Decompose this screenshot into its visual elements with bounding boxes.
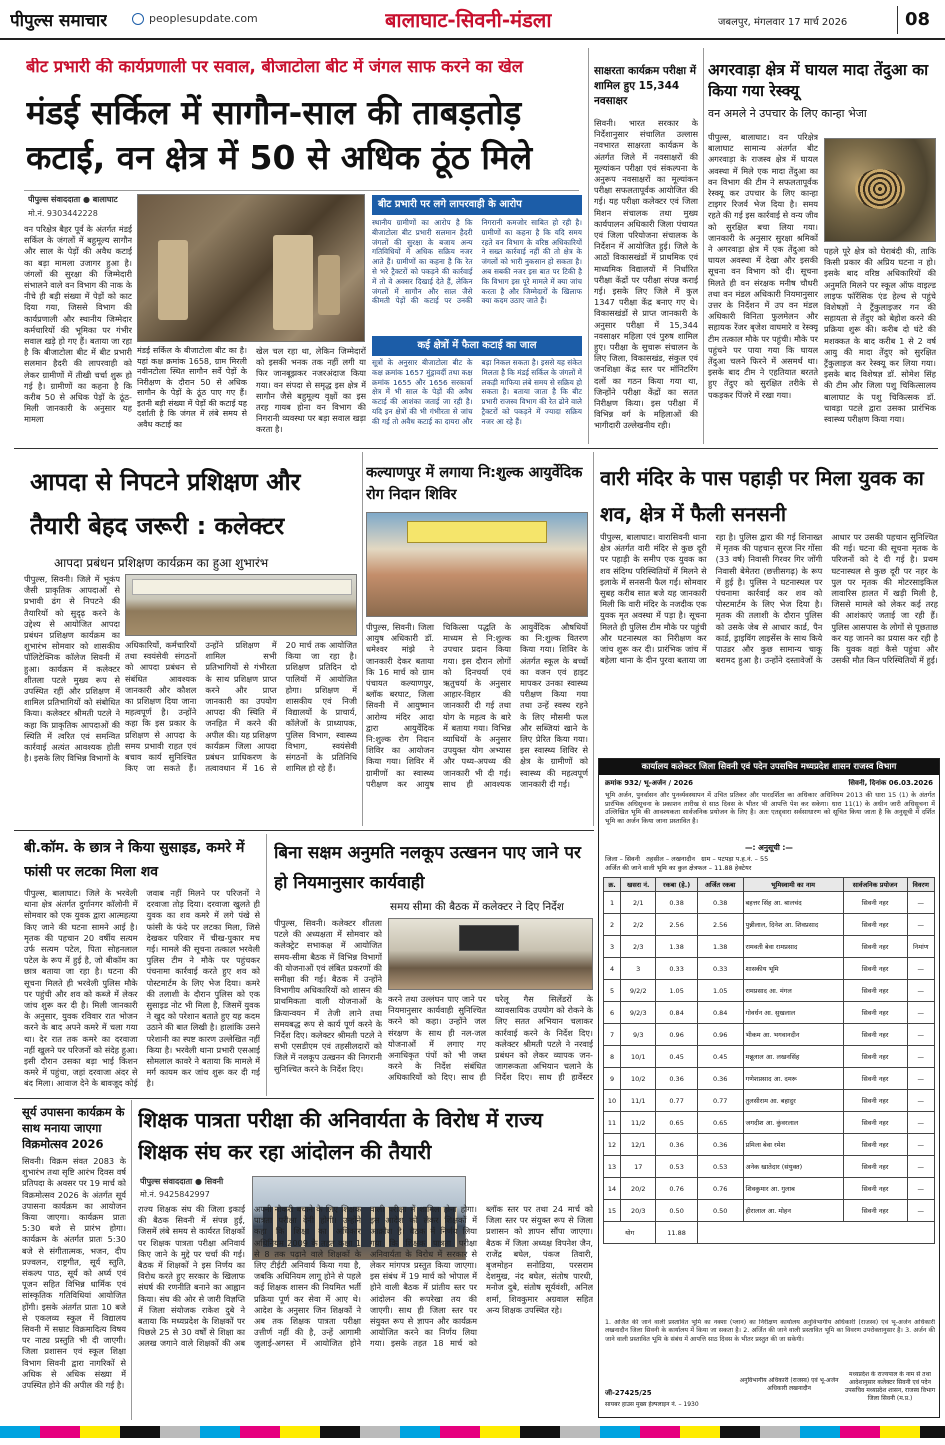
table-cell: सिवनी नहर (843, 1178, 907, 1200)
page-number: 08 (897, 6, 937, 34)
table-cell: 0.65 (656, 1112, 697, 1134)
table-cell: सिवनी नहर (843, 1112, 907, 1134)
ayurveda-body: पीपुल्स, सिवनी। जिला आयुष अधिकारी डॉ. धमेश्वर मांझे ने जानकारी देकर बताया कि 16 मार्च को ग्राम पंचायत कल्याणपुर, ब्लॉक बरघाट, जिला सिवनी में आयुष्मान आरोग्य मंदिर आदा द्वारा आयुर्वेदिक नि:शुल्क रोग निदान शिविर का आयोजन किया गया। शिविर में ग्रामीणों का स्वास्थ्य परीक्षण कर आयुष चिकित्सा पद्धति के माध्यम से नि:शुल्क उपचार प्रदान किया गया। इस दौरान लोगों को दिनचर्या एवं ऋतुचर्या के अनुसार आहार-विहार की जानकारी दी गई तथा योग के महत्व के बारे में बताया गया। विभिन्न व्याधियों के अनुसार उपयुक्त योग अभ्यास और पथ्य-अपथ्य की जानकारी भी दी गई। साथ ही आवश्यक आयुर्वेदिक औषधियों का नि:शुल्क वितरण किया गया। शिविर के अंतर्गत स्कूल के बच्चों का वजन एवं हाइट मापकर उनका स्वास्थ्य परीक्षण किया गया तथा उन्हें स्वस्थ रहने के लिए मौसमी फल और सब्जियां खाने के लिए प्रेरित किया गया। इस स्वास्थ्य शिविर से क्षेत्र के ग्रामीणों को स्वास्थ्य की महत्वपूर्ण जानकारी दी गई। (366, 622, 588, 789)
table-row (604, 1002, 935, 1024)
leopard-caption: पहले पूरे क्षेत्र को घेराबंदी की, ताकि किसी प्रकार की अप्रिय घटना न हो। इसके बाद वरिष्ठ अधिकारियों की अनुमति मिलने पर स्कूल ऑफ वाइल्ड लाइफ फॉरेंसिक एंड हेल्थ से पहुंचे विशेषज्ञों ने ट्रैंकुलाइजर गन की सहायता से तेंदुए को बेहोश करने की प्रक्रिया शुरू की। करीब दो घंटे की मशक्कत के बाद करीब 1 से 2 वर्ष आयु की मादा तेंदुए को सुरक्षित ट्रैंकुलाइज कर रेस्क्यू कर लिया गया। इसके बाद विशेषज्ञ डॉ. सोमेश सिंह की टीम और जिला पशु चिकित्सालय बालाघाट के पशु चिकित्सक डॉ. चावड़ा पटले द्वारा उसका प्रारंभिक स्वास्थ्य परीक्षण किया गया। (824, 246, 936, 425)
table-cell: 10/1 (621, 1046, 656, 1068)
table-cell: सिवनी नहर (843, 1156, 907, 1178)
borewell-body-left: पीपुल्स, सिवनी। कलेक्टर शीतला पटले की अध्यक्षता में सोमवार को कलेक्ट्रेट सभाकक्ष में आयोजित समय-सीमा बैठक में विभिन्न विभागों की योजनाओं एवं लंबित प्रकरणों की समीक्षा की गई। बैठक में उन्होंने विभागीय अधिकारियों को शासन की प्राथमिकता वाली योजनाओं के क्रियान्वयन में तेजी लाने तथा समयबद्ध रूप से कार्य पूर्ण करने के निर्देश दिए। कलेक्टर श्रीमती पटले ने सभी एसडीएम एवं तहसीलदारों को जिले में नलकूप उत्खनन की निगरानी सुनिश्चित करने के निर्देश दिए। (274, 918, 382, 1074)
table-row (604, 1024, 935, 1046)
table-cell: 13 (604, 1156, 621, 1178)
table-cell: 2/3 (621, 936, 656, 958)
table-cell: 0.45 (697, 1046, 743, 1068)
table-cell: — (907, 1090, 934, 1112)
notice-ad-code: जी-27425/25 (605, 1389, 652, 1397)
notice-schedule-title: —: अनुसूची :— (745, 843, 793, 852)
table-cell: 9 (604, 1068, 621, 1090)
table-cell: 7 (604, 1024, 621, 1046)
disaster-body-left: पीपुल्स, सिवनी। जिले में भूकंप जैसी प्राकृतिक आपदाओं से प्रभावी ढंग से निपटने की तैयारियों को सुदृढ़ करने के उद्देश्य से आयोजित आपदा प्रबंधन प्रशिक्षण कार्यक्रम का शुभारंभ सोमवार को शासकीय पॉलिटेक्निक कॉलेज सिवनी में हुआ। कार्यक्रम में कलेक्टर शीतला पटले मुख्य रूप से उपस्थित रहीं और प्रशिक्षण में शामिल प्रतिभागियों को संबोधित किया। कलेक्टर श्रीमती पटले ने कहा कि प्राकृतिक आपदाओं की स्थिति में त्वरित एवं समन्वित कार्रवाई अत्यंत आवश्यक होती है। इसके लिए विभिन्न विभागों के (24, 574, 120, 764)
table-cell: — (907, 1024, 934, 1046)
table-cell: सिवनी नहर (843, 936, 907, 958)
total-label: योग (604, 1222, 656, 1244)
teacher-byline: पीपुल्स संवाददाता ● सिवनी (140, 1177, 224, 1186)
table-row (604, 1068, 935, 1090)
col-header: विवरण (907, 878, 934, 892)
table-cell: बहत्तर सिंह आ. बालचंद (743, 892, 843, 914)
notice (598, 758, 940, 1418)
table-row (604, 914, 935, 936)
body-found-headline: वारी मंदिर के पास पहाड़ी पर मिला युवक का शव, क्षेत्र में फैली सनसनी (600, 466, 924, 526)
borewell-headline: बिना सक्षम अनुमति नलकूप उत्खनन पाए जाने पर हो नियमानुसार कार्यवाही (274, 843, 581, 893)
table-cell: सिवनी नहर (843, 1024, 907, 1046)
table-cell: पुन्नीलाल, दिनेश आ. शिवप्रसाद (743, 914, 843, 936)
table-row (604, 1178, 935, 1200)
table-cell: — (907, 1156, 934, 1178)
table-cell: 0.36 (697, 1134, 743, 1156)
table-row (604, 1200, 935, 1222)
table-cell: — (907, 1134, 934, 1156)
lead-body-1: वन परिक्षेत्र बैहर पूर्व के अंतर्गत मंडई सर्किल के जंगलों में बहुमूल्य सागौन और साल के पेड़ों की अवैध कटाई का बड़ा मामला उजागर हुआ है। जंगलों की सुरक्षा की जिम्मेदारी संभालने वाले वन विभाग की नाक के नीचे ही बड़ी संख्या में पेड़ों को काट दिया गया, जिससे विभाग की कार्यप्रणाली और स्थानीय जिम्मेदार कर्मचारियों की भूमिका पर गंभीर सवाल खड़े हो गए हैं। बताया जा रहा है कि बीजाटोला बीट में बीट प्रभारी सलमान हैदरी की लापरवाही को लेकर ग्रामीणों में तीखी चर्चा शुरू हो गई है। ग्रामीणों का कहना है कि करीब 50 से अधिक पेड़ों के ठूंठ- मिली जानकारी के अनुसार यह मामला (24, 224, 132, 425)
table-cell: 9/2/3 (621, 1002, 656, 1024)
table-cell: 6 (604, 1002, 621, 1024)
stump-1 (158, 240, 188, 320)
borewell-subhead: समय सीमा की बैठक में कलेक्टर ने दिए निर्देश (390, 901, 564, 913)
box1-title: बीट प्रभारी पर लगे लापरवाही के आरोप (372, 195, 582, 215)
table-cell: — (907, 1178, 934, 1200)
logo[interactable]: पीपुल्स समाचार (10, 11, 108, 31)
col-header: क्र. (604, 878, 621, 892)
masthead (0, 0, 945, 40)
table-cell: गोवर्धन आ. सुखलाल (743, 1002, 843, 1024)
bcom-headline: बी.कॉम. के छात्र ने किया सुसाइड, कमरे में फांसी पर लटका मिला शव (24, 840, 245, 880)
table-cell: — (907, 914, 934, 936)
leopard-spot-pattern (855, 169, 905, 209)
table-cell: 0.53 (656, 1156, 697, 1178)
table-cell: 2 (604, 914, 621, 936)
notice-meta-district: जिला – सिवनी (605, 855, 640, 863)
notice-ref: क्रमांक 932/ भू-अर्जन / 2026 (605, 779, 693, 787)
lead-photo (137, 194, 365, 342)
table-cell: — (907, 980, 934, 1002)
table-cell: 11/2 (621, 1112, 656, 1134)
col-header: सार्वजनिक प्रयोजन (843, 878, 907, 892)
notice-signature-right: मध्यप्रदेश के राज्यपाल के नाम से तथा आदेशानुसार कलेक्टर सिवनी एवं पदेन उपसचिव मध्यप्रदेश शासन, राजस्व विभाग जिला सिवनी (म.प्र.) (844, 1371, 936, 1402)
table-cell: 3 (621, 958, 656, 980)
disaster-photo (125, 574, 357, 636)
lead-byline: पीपुल्स संवाददाता ● बालाघाट (28, 195, 118, 204)
notice-phone: सायबर हाउस मुख्य हेल्पलाइन नं. – 1930 (605, 1401, 699, 1408)
col-header: भूमिस्वामी का नाम (743, 878, 843, 892)
table-cell: 2/1 (621, 892, 656, 914)
notice-meta-area: अर्जित की जाने वाली भूमि का कुल क्षेत्रफल – 11.88 हेक्टेयर (605, 864, 752, 872)
notice-footer: 1. अर्जित की जाने वाली प्रस्तावित भूमि का नक्शा (प्लान) का निरीक्षण कार्यालय अनुविभागीय अधिकारी (राजस्व) एवं भू-अर्जन अधिकारी लखनादौन जिला सिवनी के कार्यालय में किया जा सकता है। 2. अर्जित की जाने वाली प्रस्तावित भूमि का विवरण उपरोक्तानुसार है। 3. अर्जन की जाने वाली प्रस्तावित भूमि के संबंध में आपत्ति साठ दिवस के भीतर प्रस्तुत की जा सकेगी। (605, 1319, 935, 1343)
table-row (604, 1134, 935, 1156)
borewell-photo (388, 918, 593, 990)
table-row (604, 980, 935, 1002)
stump-3 (318, 255, 340, 315)
table-cell: 17 (621, 1156, 656, 1178)
table-cell: भीकम आ. भगवानदीन (743, 1024, 843, 1046)
surya-body: सिवनी। विक्रम संवत 2083 के शुभारंभ तथा सृष्टि आरंभ दिवस वर्ष प्रतिपदा के अवसर पर 19 मार्च को विक्रमोत्सव 2026 के अंतर्गत सूर्य उपासना कार्यक्रम का आयोजन किया जाएगा। कार्यक्रम प्रातः 5:30 बजे से प्रारंभ होगा। कार्यक्रम के अंतर्गत प्रातः 5:30 बजे से संगीतात्मक, भजन, दीप प्रज्वलन, राष्ट्रगीत, सूर्य स्तुति, संकल्प पाठ, सूर्य को अर्घ्य एवं पूजन सहित विभिन्न धार्मिक एवं सांस्कृतिक गतिविधियां आयोजित होंगी। इसके अंतर्गत प्रातः 10 बजे से एकलव्य स्कूल में विद्यालय सिवनी में सम्राट विक्रमादित्य विषय पर नाट्य प्रस्तुति भी दी जाएगी। जिला प्रशासन एवं स्कूल शिक्षा विभाग सिवनी द्वारा नागरिकों से अधिक से अधिक संख्या में उपस्थित होने की अपील की गई है। (22, 1156, 126, 1391)
table-cell: 0.33 (656, 958, 697, 980)
table-cell: 1.38 (697, 936, 743, 958)
table-cell: 2.56 (656, 914, 697, 936)
leopard-photo (824, 138, 936, 242)
literacy-headline: साक्षरता कार्यक्रम परीक्षा में शामिल हुए 15,344 नवसाक्षर (594, 65, 697, 107)
table-cell: 0.50 (656, 1200, 697, 1222)
table-cell: शिवकुमार आ. गुलाब (743, 1178, 843, 1200)
table-cell: 12/1 (621, 1134, 656, 1156)
table-cell: 0.84 (656, 1002, 697, 1024)
notice-table-wrap (603, 877, 935, 1287)
table-cell: 14 (604, 1178, 621, 1200)
box1-body: स्थानीय ग्रामीणों का आरोप है कि बीजाटोला बीट प्रभारी सलमान हैदरी जंगलों की सुरक्षा के बजाय अन्य गतिविधियों में अधिक सक्रिय नजर आते हैं। ग्रामीणों का कहना है कि रेत से भरे ट्रैक्टरों को पकड़ने की कार्रवाई में तो वे अक्सर दिखाई देते हैं, लेकिन जंगलों में सागौन और साल जैसे कीमती पेड़ों की कटाई पर उनकी निगरानी कमजोर साबित हो रही है। ग्रामीणों का कहना है कि यदि समय रहते वन विभाग के वरिष्ठ अधिकारियों ने सख्त कार्रवाई नहीं की तो क्षेत्र के जंगलों को भारी नुकसान हो सकता है। अब सबकी नजर इस बात पर टिकी है कि विभाग इस पूरे मामले में क्या जांच करता है और जिम्मेदारों के खिलाफ क्या कदम उठाए जाते हैं। (372, 218, 582, 306)
table-cell: शासकीय भूमि (743, 958, 843, 980)
bcom-body: पीपुल्स, बालाघाट। जिले के भरवेली थाना क्षेत्र अंतर्गत दुर्गानगर कॉलोनी में सोमवार को एक युवक द्वारा आत्महत्या किए जाने की घटना सामने आई है। मृतक की पहचान 20 वर्षीय सत्यम उर्फ सत्यम पटेल, पिता सोहनलाल पटेल के रूप में हुई है, जो बीकॉम का छात्र बताया जा रहा है। घटना की सूचना मिलते ही भरवेली पुलिस मौके पर पहुंची और शव को कब्जे में लेकर जांच शुरू कर दी है। मिली जानकारी के अनुसार, युवक रविवार रात भोजन करने के बाद अपने कमरे में चला गया था। देर रात तक कमरे का दरवाजा नहीं खुलने पर परिजनों को संदेह हुआ। इसी दौरान उसका बड़ा भाई किशन कमरे में पहुंचा, जहां दरवाजा अंदर से बंद मिला। आवाज देने के बावजूद कोई जवाब नहीं मिलने पर परिजनों ने दरवाजा तोड़ दिया। दरवाजा खुलते ही युवक का शव कमरे में लगे पंखे से फांसी के फंदे पर लटका मिला, जिसे देखकर परिवार में चीख-पुकार मच गई। मामले की सूचना तत्काल भरवेली पुलिस टीम ने मौके पर पहुंचकर पंचनामा कार्रवाई करते हुए शव को पोस्टमार्टम के लिए भेज दिया। कमरे की तलाशी के दौरान पुलिस को एक सुसाइड नोट भी मिला है, जिसमें युवक ने खुद को परेशान बताते हुए यह कदम उठाने की बात लिखी है। हालांकि उसने परेशानी का स्पष्ट कारण उल्लेखित नहीं किया है। भरवेली थाना प्रभारी एसआई सोमलाल कावरे ने बताया कि मामले में मर्ग कायम कर जांच शुरू कर दी गई है। (24, 888, 260, 1089)
table-cell: प्रमिला बेवा रमेश (743, 1134, 843, 1156)
teacher-headline: शिक्षक पात्रता परीक्षा की अनिवार्यता के विरोध में राज्य शिक्षक संघ कर रहा आंदोलन की तैयारी (138, 1108, 543, 1164)
table-cell: 20/3 (621, 1200, 656, 1222)
total-value: 11.88 (656, 1222, 697, 1244)
notice-date: सिवनी, दिनांक 06.03.2026 (848, 779, 933, 787)
ayurveda-headline: कल्याणपुर में लगाया नि:शुल्क आयुर्वेदिक रोग निदान शिविर (366, 465, 583, 503)
lead-headline: मंडई सर्किल में सागौन-साल की ताबड़तोड़ कटाई, वन क्षेत्र में 50 से अधिक ठूंठ मिले (26, 93, 533, 177)
camp-banner (407, 521, 547, 543)
table-cell: 0.76 (656, 1178, 697, 1200)
notice-meta-tehsil: तहसील – लखनादौन (646, 855, 695, 863)
table-cell: जगदीश आ. कुंवरलाल (743, 1112, 843, 1134)
table-cell: सिवनी नहर (843, 1134, 907, 1156)
table-cell: — (907, 1112, 934, 1134)
table-cell: 0.96 (697, 1024, 743, 1046)
table-row (604, 1156, 935, 1178)
notice-meta-village: ग्राम – पटपड़ा प.ह.नं. – 55 (701, 855, 769, 863)
table-cell: 0.84 (697, 1002, 743, 1024)
box2-body: सूत्रों के अनुसार बीजाटोला बीट के कक्ष क्रमांक 1657 मुंड्रावर्दी तथा कक्ष क्रमांक 1655 और 1656 सरकार्वा क्षेत्र में भी साल के पेड़ों की अवैध कटाई की आशंका जताई जा रही है। यदि इन क्षेत्रों की भी गंभीरता से जांच की गई तो अवैध कटाई का दायरा और बड़ा निकल सकता है। इससे यह संकेत मिलता है कि मंडई सर्किल के जंगलों में लकड़ी माफिया लंबे समय से सक्रिय हो सकता है। बताया जाता है कि बीट प्रभारी राजस्व विभाग की रेत ढोने वाले ट्रैक्टरों को पकड़ने में ज्यादा सक्रिय नजर आ रहे हैं। (372, 358, 582, 426)
table-cell: गणेशप्रसाद आ. दमरू (743, 1068, 843, 1090)
table-cell: — (907, 1068, 934, 1090)
table-cell: 0.36 (656, 1068, 697, 1090)
table-cell: हीरालाल आ. मोहन (743, 1200, 843, 1222)
body-found-body: पीपुल्स, बालाघाट। वारासिवनी थाना क्षेत्र अंतर्गत वारी मंदिर से कुछ दूरी पर पहाड़ी के समीप एक युवक का शव संदिग्ध परिस्थितियों में मिलने से इलाके में सनसनी फैल गई। सोमवार सुबह करीब सात बजे यह जानकारी मिली कि वारी मंदिर के नजदीक एक युवक मृत अवस्था में पड़ा है। सूचना मिलते ही पुलिस टीम मौके पर पहुंची और घटनास्थल का निरीक्षण कर जांच शुरू कर दी। प्रारंभिक जांच में बहेला थाना के दीन पुरवा बताया जा रहा है। पुलिस द्वारा की गई शिनाख्त में मृतक की पहचान सुरज निर गोंसा (33 वर्ष) निवासी गिरवर गिर जोंगी निवासी बेमेतरा (छत्तीसगढ़) के रूप में हुई है। पुलिस ने घटनास्थल पर पंचनामा कार्रवाई कर शव को पोस्टमार्टम के लिए भेज दिया है। मृतक की तलाशी के दौरान पुलिस को उसके जेब से आधार कार्ड, पैन कार्ड, ड्राइविंग लाइसेंस के साथ किये पाउडर और कुछ सामान्य चाकू बरामद हुआ है। उन्होंने दस्तावेजों के आधार पर उसकी पहचान सुनिश्चित की गई। घटना की सूचना मृतक के परिजनों को दे दी गई है। प्रथम घटनास्थल से कुछ दूरी पर नहर के पुल पर मृतक की मोटरसाइकिल लावारिस हालत में खड़ी मिली है, जिससे मामले को लेकर कई तरह की आशंकाएं जताई जा रही हैं। पुलिस आसपास के लोगों से पूछताछ कर यह जानने का प्रयास कर रही है कि युवक वहां कैसे पहुंचा और उसकी मौत किन परिस्थितियों में हुई। (600, 532, 938, 666)
website-link[interactable]: peoplesupdate.com (149, 12, 258, 25)
table-cell: सिवनी नहर (843, 1068, 907, 1090)
teacher-mobile: मो.नं. 9425842997 (140, 1190, 210, 1199)
lead-kicker: बीट प्रभारी की कार्यप्रणाली पर सवाल, बीजाटोला बीट में जंगल साफ करने का खेल (26, 58, 523, 76)
table-cell: 11/1 (621, 1090, 656, 1112)
leopard-subhead: वन अमले ने उपचार के लिए कान्हा भेजा (708, 107, 867, 120)
table-cell: 0.45 (656, 1046, 697, 1068)
section-title: बालाघाट-सिवनी-मंडला (385, 8, 552, 32)
table-cell: 15 (604, 1200, 621, 1222)
table-cell: सिवनी नहर (843, 1200, 907, 1222)
table-cell: 0.65 (697, 1112, 743, 1134)
table-cell: — (907, 958, 934, 980)
table-cell: 0.36 (656, 1134, 697, 1156)
notice-signature-left: अनुविभागीय अधिकारी (राजस्व) एवं भू-अर्जन अधिकारी लखनादौन (739, 1377, 839, 1392)
teacher-body: राज्य शिक्षक संघ की जिला इकाई की बैठक सिवनी में संपन्न हुई, जिसमें लंबे समय से कार्यरत शिक्षकों पर शिक्षक पात्रता परीक्षा अनिवार्य किए जाने के मुद्दे पर चर्चा की गई। बैठक में शिक्षकों ने इस निर्णय का विरोध करते हुए सरकार के खिलाफ संघर्ष की रणनीति बनाने का आह्वान किया। संघ की ओर से जारी विज्ञप्ति में जिला संयोजक राकेश दुबे ने बताया कि मध्यप्रदेश के शिक्षकों पर पिछले 25 से 30 वर्षों से शिक्षा का अलख जगाने वाले शिक्षकों की अब अपनी नौकरी बचाने के लिए शिक्षक पात्रता परीक्षा देनी होगी। उन्होंने कहा कि शिक्षा का अधिकार अधिनियम 2009 के तहत कक्षा 1 से 8 तक पढ़ाने वाले शिक्षकों के लिए टीईटी अनिवार्य किया गया है, जबकि अधिनियम लागू होने से पहले कई शिक्षक शासन की नियमित भर्ती प्रक्रिया पूर्ण कर सेवा में आए थे। आदेश के अनुसार जिन शिक्षकों ने अब तक शिक्षक पात्रता परीक्षा उत्तीर्ण नहीं की है, उन्हें आगामी जुलाई-अगस्त में आयोजित होने वाली परीक्षा में शामिल होना होगा। इस आदेश को लेकर शिक्षकों में आक्रोश है। बैठक में निर्णय लिया गया कि शिक्षक पात्रता परीक्षा अनिवार्यता के विरोध में सरकार से लेकर मांगपत्र प्रस्तुत किया जाएगा। इस संबंध में 19 मार्च को भोपाल में होने वाली बैठक में प्रांतीय स्तर पर आंदोलन की रूपरेखा तय की जाएगी। साथ ही जिला स्तर पर संयुक्त रूप से ज्ञापन और कार्यक्रम आयोजित करने का निर्णय लिया गया। इसके तहत 18 मार्च को ब्लॉक स्तर पर तथा 24 मार्च को जिला स्तर पर संयुक्त रूप से जिला प्रशासन को ज्ञापन सौंपा जाएगा। बैठक में जिला अध्यक्ष विपनेश जैन, राजेंद्र बघेल, पंकज तिवारी, बृजमोहन सनोडिया, परसराम देशमुख, नंद बघेल, संतोष पारधी, मनोज दुबे, संतोष सूर्यवंशी, अनिल शर्मा, शिवकुमार अग्रवाल सहित अन्य शिक्षक उपस्थित रहे। (138, 1204, 593, 1349)
table-cell: 0.96 (656, 1024, 697, 1046)
table-cell: 12 (604, 1134, 621, 1156)
surya-headline: सूर्य उपासना कार्यक्रम के साथ मनाया जाएगा विक्रमोत्सव 2026 (22, 1105, 125, 1151)
disaster-headline: आपदा से निपटने प्रशिक्षण और तैयारी बेहद जरूरी : कलेक्टर (30, 468, 301, 540)
borewell-body-right: करने तथा उल्लंघन पाए जाने पर नियमानुसार कार्यवाही सुनिश्चित करने को कहा। उन्होंने जल संरक्षण के साथ ही नल-जल योजनाओं में लगाए गए अनाधिकृत पंपों को भी जब्त करने के निर्देश संबंधित अधिकारियों को दिए। साथ ही घरेलू गैस सिलेंडरों के व्यावसायिक उपयोग को रोकने के लिए सतत अभियान चलाकर कार्रवाई करने के निर्देश दिए। कलेक्टर श्रीमती पटले ने नरवाई प्रबंधन को लेकर व्यापक जन-जागरूकता अभियान चलाने के निर्देश दिए। साथ ही हार्वेस्टर (388, 994, 593, 1083)
table-cell: 8 (604, 1046, 621, 1068)
table-cell: 4 (604, 958, 621, 980)
table-cell: मन्नूलाल आ. लखनसिंह (743, 1046, 843, 1068)
table-cell: 9/3 (621, 1024, 656, 1046)
stump-2 (273, 235, 313, 330)
table-cell: 3 (604, 936, 621, 958)
table-cell: सिवनी नहर (843, 914, 907, 936)
table-cell: सिवनी नहर (843, 892, 907, 914)
table-cell: अनेक खातेदार (संयुक्त) (743, 1156, 843, 1178)
notice-meta (605, 855, 935, 873)
col-header: रकबा (हे.) (656, 878, 697, 892)
ayurveda-photo (366, 512, 588, 617)
banner (132, 579, 352, 595)
table-cell: 10 (604, 1090, 621, 1112)
table-cell: सिवनी नहर (843, 1046, 907, 1068)
table-cell: रामप्रसाद आ. मंगल (743, 980, 843, 1002)
table-cell: 0.77 (656, 1090, 697, 1112)
table-cell: 0.38 (656, 892, 697, 914)
table-cell: 0.36 (697, 1068, 743, 1090)
color-registration-bar (0, 1426, 945, 1438)
col-header: अर्जित रकबा (697, 878, 743, 892)
table-cell: 5 (604, 980, 621, 1002)
dateline: जबलपुर, मंगलवार 17 मार्च 2026 (718, 17, 848, 28)
box2-title: कई क्षेत्रों में फैला कटाई का जाल (372, 336, 582, 356)
schedule-table (603, 877, 935, 1244)
table-cell: 2.56 (697, 914, 743, 936)
table-cell: सिवनी नहर (843, 958, 907, 980)
disaster-subhead: आपदा प्रबंधन प्रशिक्षण कार्यक्रम का हुआ शुभारंभ (54, 556, 269, 570)
table-cell: — (907, 1002, 934, 1024)
table-cell: रामवती बेवा रामप्रसाद (743, 936, 843, 958)
table-cell: निमांण (907, 936, 934, 958)
table-cell: 10/2 (621, 1068, 656, 1090)
table-total-row (604, 1222, 935, 1244)
table-cell: सिवनी नहर (843, 1090, 907, 1112)
meeting-screen (459, 925, 519, 951)
disaster-body-right: अधिकारियों, कर्मचारियों तथा स्वयंसेवी संगठनों को आपदा प्रबंधन से संबंधित आवश्यक जानकारी और कौशल का प्रशिक्षण दिया जाना महत्वपूर्ण है। उन्होंने कहा कि इस प्रकार के प्रशिक्षण से आपदा के समय प्रभावी राहत एवं बचाव कार्य सुनिश्चित किए जा सकते हैं। उन्होंने प्रशिक्षण में शामिल सभी प्रतिभागियों से गंभीरता के साथ प्रशिक्षण प्राप्त करने और प्राप्त जानकारी का उपयोग आपदा की स्थिति में जनहित में करने की अपील की। यह प्रशिक्षण कार्यक्रम जिला आपदा प्रबंधन प्राधिकरण के तत्वावधान में 16 से 20 मार्च तक आयोजित किया जा रहा है। प्रशिक्षण प्रतिदिन दो पालियों में आयोजित होगा। प्रशिक्षण में शासकीय एवं निजी विद्यालयों के प्राचार्य, कॉलेजों के प्राध्यापक, पुलिस विभाग, स्वास्थ्य विभाग, स्वयंसेवी संगठनों के प्रतिनिधि शामिल हो रहे हैं। (125, 640, 357, 774)
table-cell: 0.77 (697, 1090, 743, 1112)
leopard-headline: अगरवाड़ा क्षेत्र में घायल मादा तेंदुआ का किया गया रेस्क्यू (708, 61, 929, 100)
table-cell: 1 (604, 892, 621, 914)
table-row (604, 1090, 935, 1112)
col-header: खसरा नं. (621, 878, 656, 892)
table-cell: 0.50 (697, 1200, 743, 1222)
table-cell: 0.33 (697, 958, 743, 980)
table-cell: 1.38 (656, 936, 697, 958)
lead-mobile: मो.नं. 9303442228 (28, 209, 98, 218)
table-cell: सिवनी नहर (843, 1002, 907, 1024)
table-cell: 2/2 (621, 914, 656, 936)
table-cell: 9/2/2 (621, 980, 656, 1002)
table-cell: 0.53 (697, 1156, 743, 1178)
table-row (604, 1112, 935, 1134)
table-cell: 1.05 (656, 980, 697, 1002)
globe-icon (132, 13, 144, 25)
table-cell: 11 (604, 1112, 621, 1134)
table-row (604, 892, 935, 914)
table-cell: — (907, 1046, 934, 1068)
table-row (604, 1046, 935, 1068)
table-header-row (604, 878, 935, 892)
lead-caption: मंडई सर्किल के बीजाटोला बीट का है। यहां कक्ष क्रमांक 1658, ग्राम मिरली नवीनटोला स्थित सागौन सर्वे पेड़ों के निरीक्षण के दौरान 50 से अधिक सागौन के पेड़ों के ठूंठ पाए गए हैं। इतनी बड़ी संख्या में पेड़ों की कटाई यह दर्शाती है कि जंगल में लंबे समय से अवैध कटाई का (137, 346, 247, 429)
table-cell: 0.76 (697, 1178, 743, 1200)
table-cell: 0.38 (697, 892, 743, 914)
notice-intro: भूमि अर्जन, पुनर्वासन और पुनर्व्यवस्थापन में उचित प्रतिकर और पारदर्शिता का अधिकार अधिनियम 2013 की धारा 15 (1) के अंतर्गत प्रारंभिक अधिसूचना के प्रकाशन तारीख से साठ दिवस के भीतर भी आपत्ति पेश कर सकेगा। धारा 11(1) के अधीन जारी अधिसूचना में उल्लिखित भूमि की आवश्यकता सार्वजनिक प्रयोजन के लिए है। अतः एतद्द्वारा सर्वसाधारण को सूचित किया जाता है कि अनुसूची में दर्शित भूमि का अर्जन किया जाना प्रस्तावित है। (605, 791, 935, 825)
notice-title: कार्यालय कलेक्टर जिला सिवनी एवं पदेन उपसचिव मध्यप्रदेश शासन राजस्व विभाग (599, 759, 939, 775)
table-row (604, 958, 935, 980)
table-cell: 20/2 (621, 1178, 656, 1200)
lead-body-2: खेल चल रहा था, लेकिन जिम्मेदारों को इसकी भनक तक नहीं लगी या फिर जानबूझकर नजरअंदाज किया गया। वन संपदा से समृद्ध इस क्षेत्र में सागौन जैसे बहुमूल्य वृक्षों का इस तरह गायब होना वन विभाग की निगरानी व्यवस्था पर बड़ा सवाल खड़ा करता है। (256, 346, 366, 435)
table-cell: — (907, 892, 934, 914)
table-cell: 1.05 (697, 980, 743, 1002)
leopard-body: पीपुल्स, बालाघाट। वन परिक्षेत्र बालाघाट सामान्य अंतर्गत बीट अगरवाड़ा के राजस्व क्षेत्र में घायल अवस्था में मिले एक मादा तेंदुआ का वन विभाग की टीम ने सफलतापूर्वक रेस्क्यू कर उपचार के लिए कान्हा टाइगर रिजर्व भेज दिया है। समय रहते की गई इस कार्रवाई से वन्य जीव को सुरक्षित बचा लिया गया। जानकारी के अनुसार सुरक्षा श्रमिकों ने अगरवाड़ा क्षेत्र में एक तेंदुआ को घायल अवस्था में देखा और इसकी सूचना वन विभाग को दी। सूचना मिलते ही वन संरक्षक मनीष चौधरी तथा वन मंडल अधिकारी नियमानुसार उत्तर के निर्देशन में उप वन मंडल अधिकारी विनिता फुलमेलन और सहायक रेंजर बृजेश वाघमारे व रेस्क्यू टीम तत्काल मौके पर पहुंची। मौके पर पहुंचने पर पाया गया कि घायल तेंदुआ चलने फिरने में असमर्थ था। इसके बाद टीम ने एहतियात बरतते हुए तेंदुए को सुरक्षित तरीके से पकड़कर पिंजरे में रखा गया। (708, 132, 818, 400)
literacy-body: सिवनी। भारत सरकार के निर्देशानुसार संचालित उल्लास नवभारत साक्षरता कार्यक्रम के अंतर्गत जिले में नवसाक्षरों की मूल्यांकन परीक्षा एवं संकल्पना के अनुरूप नवसाक्षरों का मूल्यांकन परीक्षा सफलतापूर्वक आयोजित की गई। यह परीक्षा कलेक्टर एवं जिला मिशन संचालक तथा मुख्य कार्यपालन अधिकारी जिला पंचायत एवं जिला परियोजना संचालक के निर्देशन में आयोजित हुई। जिले के आठों विकासखंडों में प्राथमिक एवं माध्यमिक विद्यालयों में निर्धारित परीक्षा केंद्रों पर परीक्षा संपन्न कराई गई। इसके लिए जिले में कुल 1347 परीक्षा केंद्र बनाए गए थे। विकासखंडों से प्राप्त जानकारी के अनुसार परीक्षा में 15,344 नवसाक्षर महिला एवं पुरुष शामिल हुए। परीक्षा के सुचारू संचालन के लिए जिला, विकासखंड, संकुल एवं जनशिक्षा केंद्र स्तर पर मॉनिटरिंग दलों का गठन किया गया था, जिन्होंने परीक्षा केंद्रों का सतत निरीक्षण किया। इस परीक्षा में विभिन्न वर्ग के महिलाओं की भागीदारी उल्लेखनीय रही। (594, 118, 698, 431)
table-cell: तुलसीराम आ. बहादुर (743, 1090, 843, 1112)
table-cell: — (907, 1200, 934, 1222)
table-cell: सिवनी नहर (843, 980, 907, 1002)
table-row (604, 936, 935, 958)
